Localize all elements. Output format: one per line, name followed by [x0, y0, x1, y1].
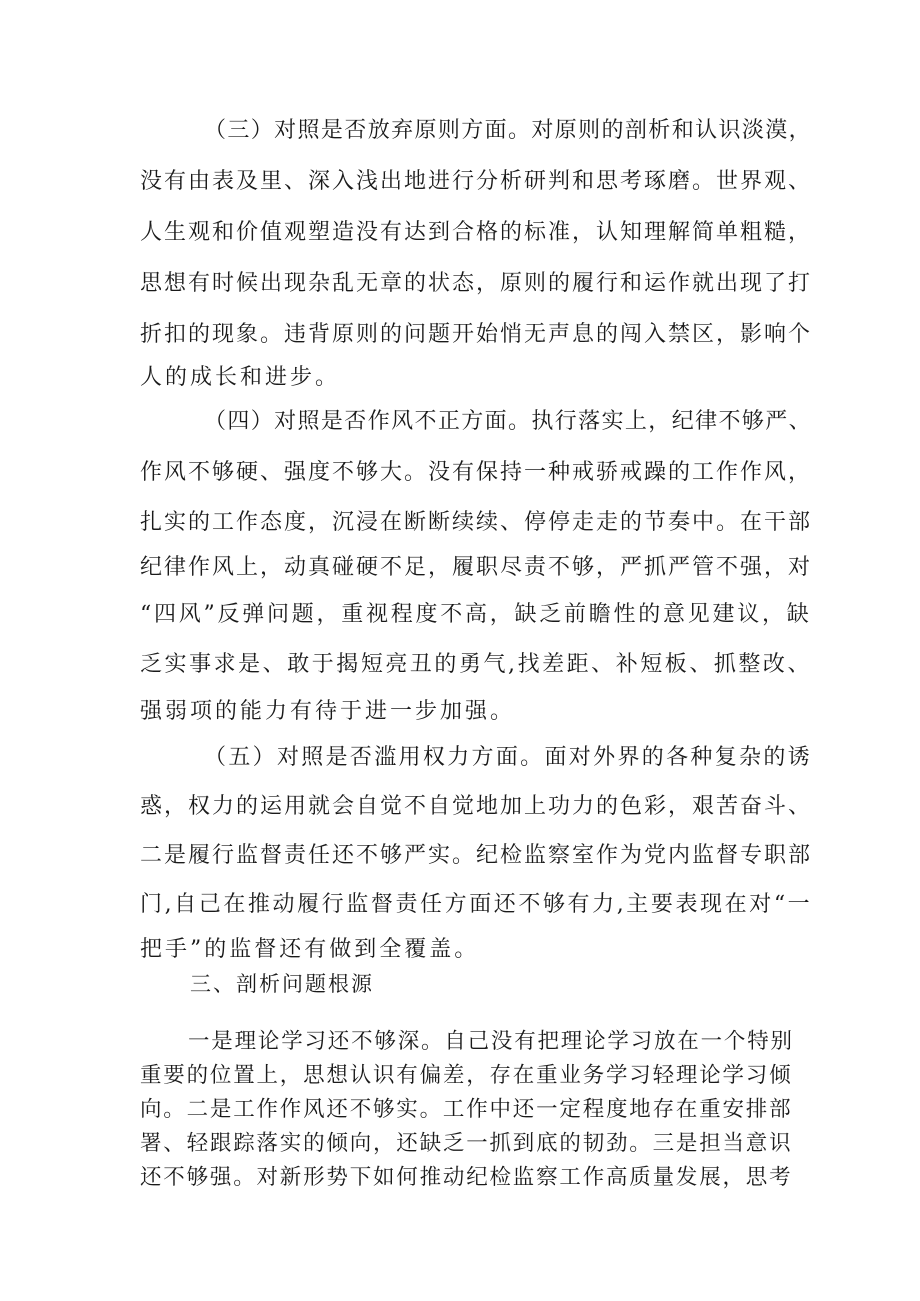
text-line: 乏实事求是、敢于揭短亮丑的勇气,找差距、补短板、抓整改、 — [140, 652, 812, 677]
text-line: “四风”反弹问题，重视程度不高，缺乏前瞻性的意见建议，缺 — [140, 602, 812, 627]
section-heading: 三、剖析问题根源 — [190, 972, 374, 996]
text-line: 思想有时候出现杂乱无章的状态，原则的履行和运作就出现了打 — [140, 271, 813, 296]
text-line: （四）对照是否作风不正方面。执行落实上，纪律不够严、 — [204, 409, 813, 434]
text-line: 没有由表及里、深入浅出地进行分析研判和思考琢磨。世界观、 — [140, 169, 813, 194]
text-line: 一是理论学习还不够深。自己没有把理论学习放在一个特别 — [188, 1029, 794, 1054]
text-line: 门,自己在推动履行监督责任方面还不够有力,主要表现在对“一 — [140, 892, 813, 917]
text-line: 人生观和价值观塑造没有达到合格的标准，认知理解简单粗糙， — [140, 220, 813, 245]
text-line: 惑，权力的运用就会自觉不自觉地加上功力的色彩，艰苦奋斗、 — [140, 794, 813, 819]
text-line: 把手”的监督还有做到全覆盖。 — [140, 937, 480, 962]
text-line: 强弱项的能力有待于进一步加强。 — [140, 699, 516, 724]
text-line: 扎实的工作态度，沉浸在断断续续、停停走走的节奏中。在干部 — [140, 510, 813, 535]
text-line: （三）对照是否放弃原则方面。对原则的剖析和认识淡漠， — [204, 118, 813, 143]
text-line: 纪律作风上，动真碰硬不足，履职尽责不够，严抓严管不强，对 — [140, 555, 813, 580]
text-line: 向。二是工作作风还不够实。工作中还一定程度地存在重安排部 — [140, 1097, 793, 1122]
text-line: 还不够强。对新形势下如何推动纪检监察工作高质量发展，思考 — [140, 1165, 793, 1190]
text-line: 作风不够硬、强度不够大。没有保持一种戒骄戒躁的工作作风， — [140, 460, 813, 485]
text-line: 署、轻跟踪落实的倾向，还缺乏一抓到底的韧劲。三是担当意识 — [140, 1131, 793, 1156]
text-line: 二是履行监督责任还不够严实。纪检监察室作为党内监督专职部 — [140, 843, 813, 868]
text-line: 重要的位置上，思想认识有偏差，存在重业务学习轻理论学习倾 — [140, 1063, 793, 1088]
text-line: （五）对照是否滥用权力方面。面对外界的各种复杂的诱 — [204, 745, 813, 770]
text-line: 折扣的现象。违背原则的问题开始悄无声息的闯入禁区，影响个 — [140, 322, 813, 347]
text-line: 人的成长和进步。 — [140, 365, 341, 390]
